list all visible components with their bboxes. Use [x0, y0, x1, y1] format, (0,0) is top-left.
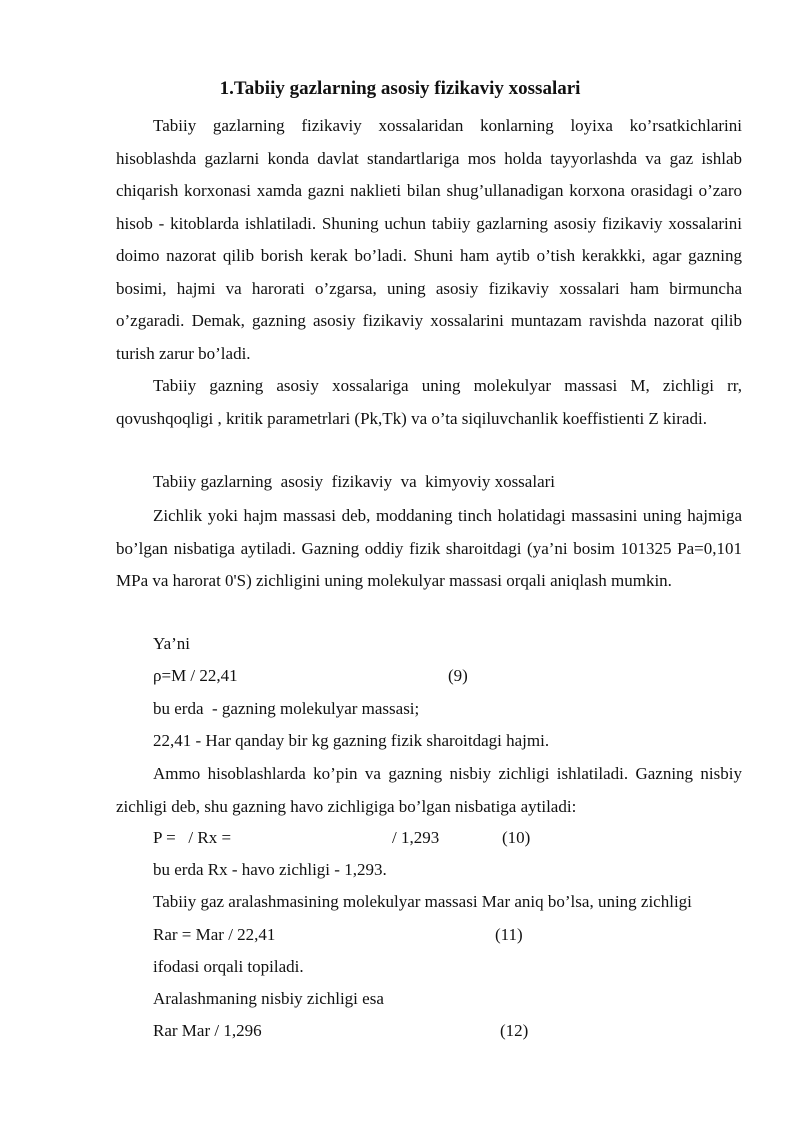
- paragraph-1: Tabiiy gazlarning fizikaviy xossalaridan konlarning loyixa ko’rsatkichlarini hisoblashda gazlarni konda davlat standartlariga mos holda tayyorlashda va gaz ishlab chiqarish korxonasi xamda gazni naklieti bilan shug’ullanadigan korxona orasidagi o’zaro hisob - kitoblarda ishlatiladi. Shuning uchun tabiiy gazlarning asosiy fizikaviy xossalarini doimo nazorat qilib borish kerak bo’ladi. Shuni ham aytib o’tish kerakkki, agar gazning bosimi, hajmi va harorati o’zgarsa, uning asosiy fizikaviy xossalari ham birmuncha o’zgaradi. Demak, gazning asosiy fizikaviy xossalarini muntazam ravishda nazorat qilib turish zarur bo’ladi.: [116, 116, 742, 363]
- formula-10-left: P = / Rx =: [153, 828, 232, 847]
- formula-11: Rar = Mar / 22,41: [153, 925, 276, 944]
- paragraph-2: Tabiiy gazning asosiy xossalariga uning molekulyar massasi M, zichligi rr, qovushqoqligi , kritik parametrlari (Pk,Tk) va o’ta siqiluvchanlik koeffistienti Z kiradi.: [116, 376, 742, 428]
- paragraph-6: ifodasi orqali topiladi.: [153, 957, 304, 976]
- page-title: 1.Tabiiy gazlarning asosiy fizikaviy xossalari: [219, 78, 581, 99]
- formula-10-number: (10): [502, 828, 531, 847]
- where-line-1: bu erda - gazning molekulyar massasi;: [153, 699, 420, 718]
- paragraph-7: Aralashmaning nisbiy zichligi esa: [153, 989, 384, 1008]
- formula-11-number: (11): [495, 925, 523, 944]
- paragraph-5: Tabiiy gaz aralashmasining molekulyar massasi Mar aniq bo’lsa, uning zichligi: [153, 892, 692, 911]
- formula-12-number: (12): [500, 1021, 529, 1040]
- where-line-2: 22,41 - Har qanday bir kg gazning fizik sharoitdagi hajmi.: [153, 731, 550, 750]
- where-line-3: bu erda Rx - havo zichligi - 1,293.: [153, 860, 387, 879]
- formula-12: Rar Mar / 1,296: [153, 1021, 262, 1040]
- yani-label: Ya’ni: [153, 634, 191, 653]
- formula-9: ρ=M / 22,41: [153, 666, 238, 685]
- formula-9-number: (9): [448, 666, 468, 685]
- subheading: Tabiiy gazlarning asosiy fizikaviy va kimyoviy xossalari: [153, 472, 555, 491]
- formula-10-right: / 1,293: [392, 828, 440, 847]
- paragraph-3: Zichlik yoki hajm massasi deb, moddaning tinch holatidagi massasini uning hajmiga bo’lgan nisbatiga aytiladi. Gazning oddiy fizik sharoitdagi (ya’ni bosim 101325 Pa=0,101 MPa va harorat 0'S) zichligini uning molekulyar massasi orqali aniqlash mumkin.: [116, 506, 742, 590]
- paragraph-4: Ammo hisoblashlarda ko’pin va gazning nisbiy zichligi ishlatiladi. Gazning nisbiy zichligi deb, shu gazning havo zichligiga bo’lgan nisbatiga aytiladi:: [116, 764, 742, 816]
